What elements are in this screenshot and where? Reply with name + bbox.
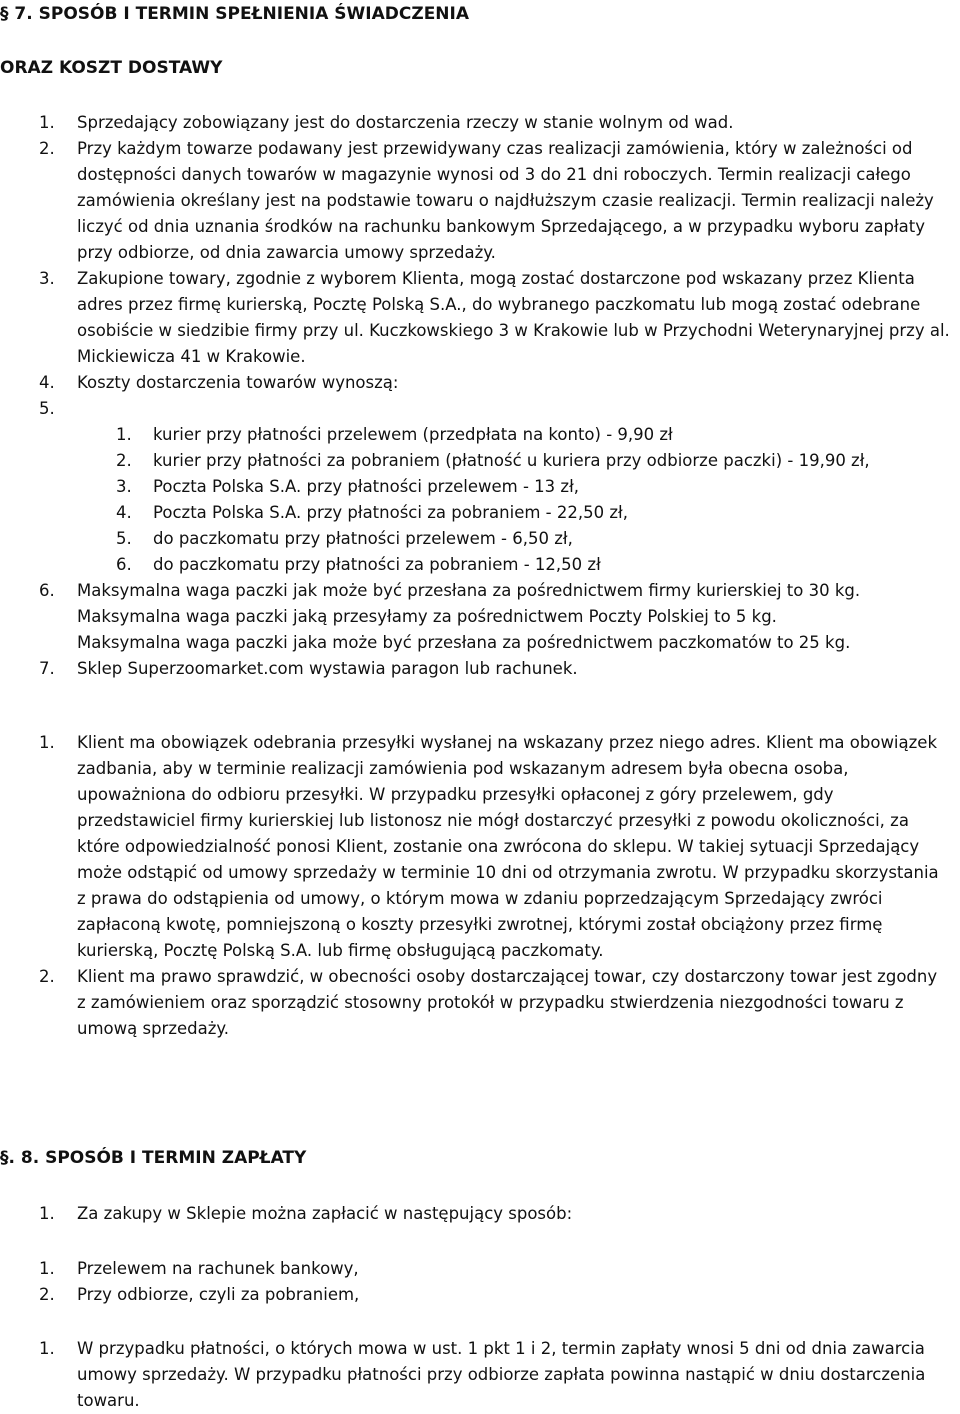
section-7-heading: § 7. SPOSÓB I TERMIN SPEŁNIENIA ŚWIADCZENIA xyxy=(0,4,470,24)
item-text: Klient ma obowiązek odebrania przesyłki wysłanej na wskazany przez niego adres. Klient ma obowiązek zadbania, aby w terminie realizacji zamówienia pod wskazanym adresem była obecna osoba, upoważniona do odbioru przesyłki. W przypadku przesyłki opłaconej z góry przelewem, gdy przedstawiciel firmy kurierskiej lub listonosz nie mógł dostarczyć przesyłki z powodu okoliczności, za które odpowiedzialność ponosi Klient, zostanie ona zwrócona do sklepu. W takiej sytuacji Sprzedający może odstąpić od umowy sprzedaży w terminie 10 dni od otrzymania zwrotu. W przypadku skorzystania z prawa do odstąpienia od umowy, o którym mowa w zdaniu poprzedzającym Sprzedający zwróci zapłaconą kwotę, pomniejszoną o koszty przesyłki zwrotnej, którymi został obciążony przez firmę kurierską, Pocztę Polską S.A. lub firmę obsługującą paczkomaty. xyxy=(77,733,939,960)
list-item xyxy=(0,656,950,682)
item-line: Maksymalna waga paczki jaką przesyłamy za pośrednictwem Poczty Polskiej to 5 kg. xyxy=(77,607,777,626)
item-text: Zakupione towary, zgodnie z wyborem Klienta, mogą zostać dostarczone pod wskazany przez Klienta adres przez firmę kurierską, Pocztę Polską S.A., do wybranego paczkomatu lub mogą zostać odebrane osobiście w siedzibie firmy przy ul. Kuczkowskiego 3 w Krakowie lub w Przychodni Weterynaryjnej przy al. Mickiewicza 41 w Krakowie. xyxy=(77,269,950,366)
item-number: 2. xyxy=(39,1285,55,1304)
item-text: Przelewem na rachunek bankowy, xyxy=(77,1259,359,1278)
item-number: 1. xyxy=(39,113,55,132)
cost-item xyxy=(0,526,950,552)
cost-text: kurier przy płatności przelewem (przedpłata na konto) - 9,90 zł xyxy=(153,425,673,444)
item-text: W przypadku płatności, o których mowa w ust. 1 pkt 1 i 2, termin zapłaty wnosi 5 dni od dnia zawarcia umowy sprzedaży. W przypadku płatności przy odbiorze zapłata powinna nastąpić w dniu dostarczenia towaru. xyxy=(77,1339,926,1410)
item-number: 1. xyxy=(39,1339,55,1358)
item-line: Maksymalna waga paczki jak może być przesłana za pośrednictwem firmy kurierskiej to 30 kg. xyxy=(77,581,861,600)
list-item xyxy=(0,110,950,136)
list-item xyxy=(0,578,950,656)
item-number: 1. xyxy=(39,1259,55,1278)
list-item xyxy=(0,730,950,964)
item-line: Maksymalna waga paczki jaka może być przesłana za pośrednictwem paczkomatów to 25 kg. xyxy=(77,633,851,652)
cost-item xyxy=(0,474,950,500)
list-item xyxy=(0,370,950,396)
item-number: 4. xyxy=(39,373,55,392)
section-8-heading: §. 8. SPOSÓB I TERMIN ZAPŁATY xyxy=(0,1148,307,1168)
cost-number: 1. xyxy=(116,425,132,444)
cost-number: 5. xyxy=(116,529,132,548)
cost-number: 3. xyxy=(116,477,132,496)
cost-text: Poczta Polska S.A. przy płatności za pobraniem - 22,50 zł, xyxy=(153,503,628,522)
cost-number: 6. xyxy=(116,555,132,574)
cost-text: do paczkomatu przy płatności przelewem - 6,50 zł, xyxy=(153,529,573,548)
delivery-terms-list xyxy=(0,730,950,1042)
list-item xyxy=(0,1282,950,1308)
item-text: Klient ma prawo sprawdzić, w obecności osoby dostarczającej towar, czy dostarczony towar jest zgodny z zamówieniem oraz sporządzić stosowny protokół w przypadku stwierdzenia niezgodności towaru z umową sprzedaży. xyxy=(77,967,938,1038)
cost-item xyxy=(0,500,950,526)
item-text: Koszty dostarczenia towarów wynoszą: xyxy=(77,373,399,392)
cost-text: Poczta Polska S.A. przy płatności przelewem - 13 zł, xyxy=(153,477,580,496)
list-item xyxy=(0,1256,950,1282)
item-number: 2. xyxy=(39,139,55,158)
cost-text: do paczkomatu przy płatności za pobraniem - 12,50 zł xyxy=(153,555,601,574)
item-text: Sprzedający zobowiązany jest do dostarczenia rzeczy w stanie wolnym od wad. xyxy=(77,113,734,132)
item-text: Za zakupy w Sklepie można zapłacić w następujący sposób: xyxy=(77,1204,573,1223)
item-number: 1. xyxy=(39,733,55,752)
list-item xyxy=(0,136,950,266)
cost-item xyxy=(0,552,950,578)
delivery-cost-list xyxy=(0,422,950,578)
section-7-heading-continuation: ORAZ KOSZT DOSTAWY xyxy=(0,58,223,78)
cost-text: kurier przy płatności za pobraniem (płatność u kuriera przy odbiorze paczki) - 19,90 zł, xyxy=(153,451,870,470)
cost-number: 4. xyxy=(116,503,132,522)
list-item xyxy=(0,266,950,370)
section-7-list xyxy=(0,110,950,682)
payment-methods-list xyxy=(0,1256,950,1308)
cost-number: 2. xyxy=(116,451,132,470)
item-number: 1. xyxy=(39,1204,55,1223)
item-text: Przy każdym towarze podawany jest przewidywany czas realizacji zamówienia, który w zależności od dostępności danych towarów w magazynie wynosi od 3 do 21 dni roboczych. Termin realizacji całego zamówienia określany jest na podstawie towaru o najdłuższym czasie realizacji. Termin realizacji należy liczyć od dnia uznania środków na rachunku bankowym Sprzedającego, a w przypadku wyboru zapłaty przy odbiorze, od dnia zawarcia umowy sprzedaży. xyxy=(77,139,934,262)
cost-item xyxy=(0,422,950,448)
list-item xyxy=(0,1201,950,1227)
list-item xyxy=(0,1336,950,1414)
item-text: Przy odbiorze, czyli za pobraniem, xyxy=(77,1285,360,1304)
item-number: 7. xyxy=(39,659,55,678)
cost-item xyxy=(0,448,950,474)
list-item xyxy=(0,396,950,578)
list-item xyxy=(0,964,950,1042)
payment-intro-list xyxy=(0,1201,950,1227)
item-number: 5. xyxy=(39,399,55,418)
item-number: 2. xyxy=(39,967,55,986)
item-number: 3. xyxy=(39,269,55,288)
payment-terms-list xyxy=(0,1336,950,1414)
item-text: Sklep Superzoomarket.com wystawia paragon lub rachunek. xyxy=(77,659,578,678)
item-number: 6. xyxy=(39,581,55,600)
